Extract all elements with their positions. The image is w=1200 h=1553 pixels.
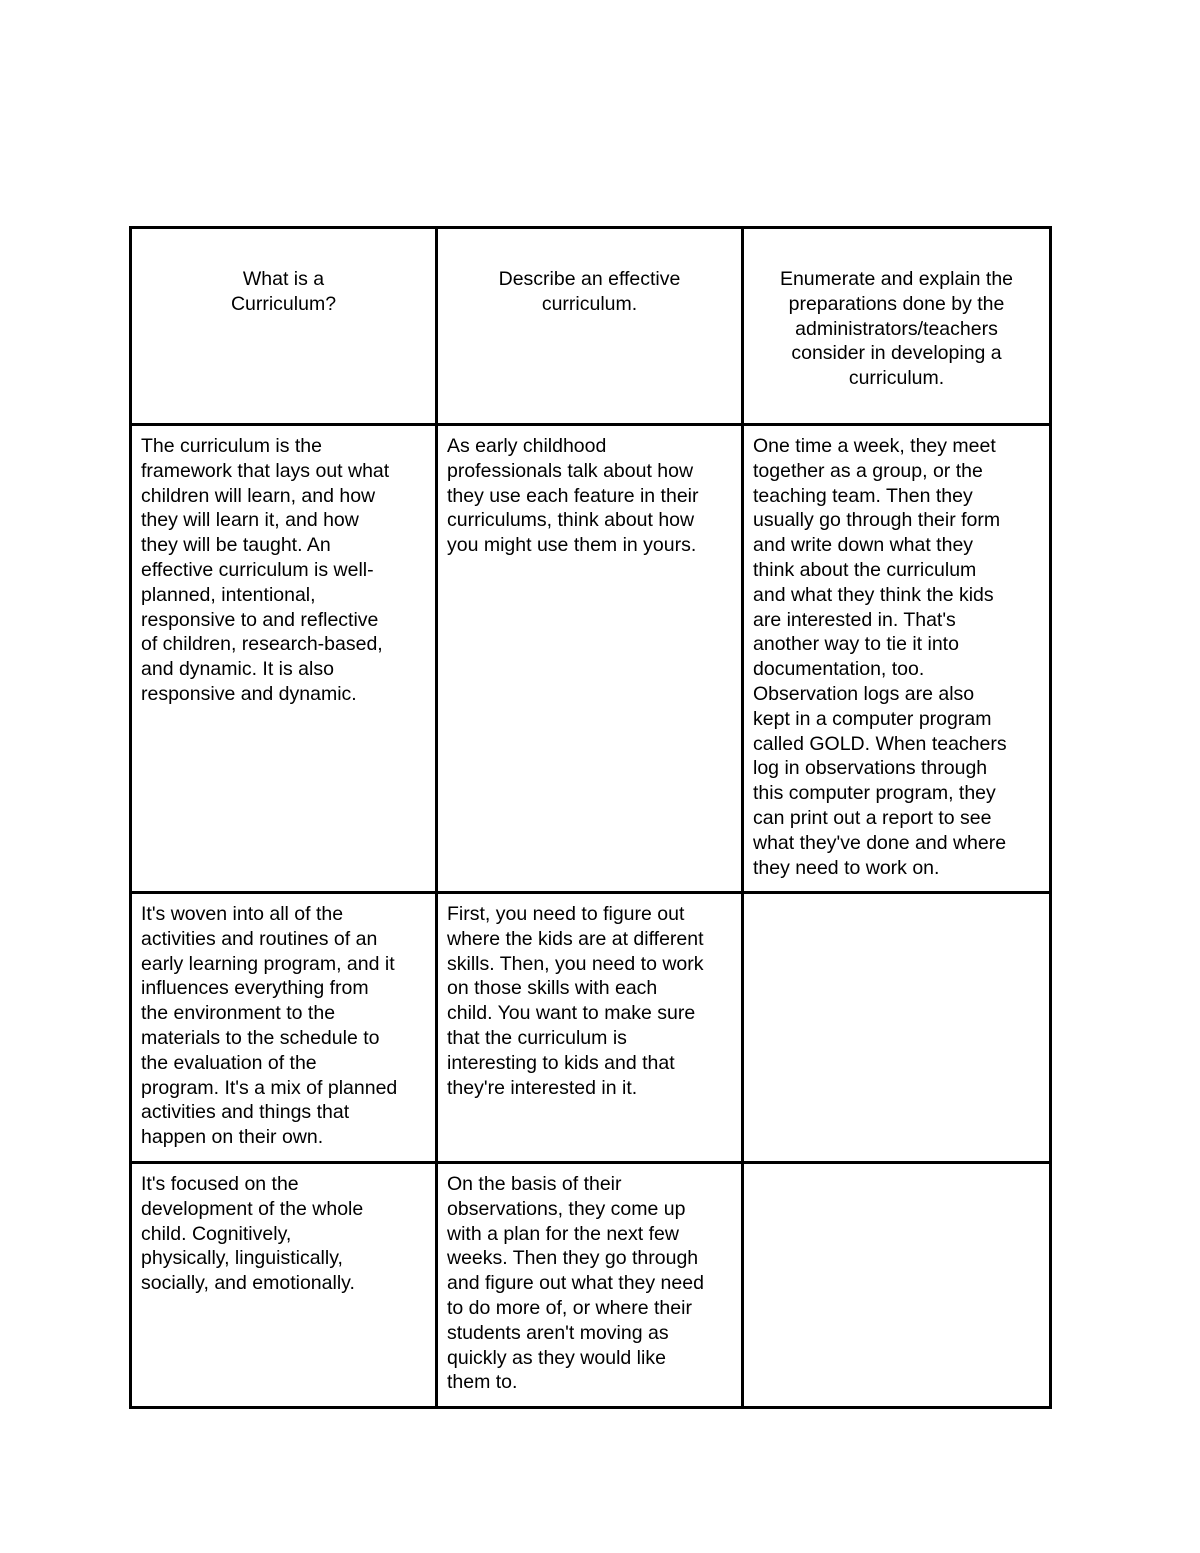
table-cell bbox=[743, 425, 1051, 893]
header-text: Describe an effective curriculum. bbox=[498, 268, 681, 315]
cell-text: As early childhood professionals talk about how they use each feature in their curriculums, think about how you might use them in yours. bbox=[447, 435, 699, 557]
header-text: Enumerate and explain the preparations done by the administrators/teachers consider in developing a curriculum. bbox=[779, 268, 1014, 390]
table-row bbox=[131, 893, 1051, 1163]
cell-text: First, you need to figure out where the kids are at different skills. Then, you need to work on those skills with each child. You want to make sure that the curriculum is interesting to kids and that they're interested in it. bbox=[447, 903, 704, 1099]
cell-text: The curriculum is the framework that lays out what children will learn, and how they will learn it, and how they will be taught. An effective curriculum is well- planned, intentional, responsive to and reflective of children, research-based, and dynamic. It is also responsive and dynamic. bbox=[141, 435, 390, 705]
table-row bbox=[131, 1163, 1051, 1408]
cell-text: It's focused on the development of the whole child. Cognitively, physically, linguistically, socially, and emotionally. bbox=[141, 1173, 364, 1295]
header-cell-preparations bbox=[743, 228, 1051, 425]
cell-text: On the basis of their observations, they come up with a plan for the next few weeks. Then they go through and figure out what they need to do more of, or where their students aren't moving as quickly as they would like them to. bbox=[447, 1173, 704, 1394]
cell-text: One time a week, they meet together as a group, or the teaching team. Then they usually go through their form and write down what they think about the curriculum and what they think the kids are interested in. That's another way to tie it into documentation, too. Observation logs are also kept in a computer program called GOLD. When teachers log in observations through this computer program, they can print out a report to see what they've done and where they need to work on. bbox=[753, 435, 1007, 879]
table-row bbox=[131, 425, 1051, 893]
curriculum-table bbox=[129, 226, 1052, 1409]
table-cell bbox=[131, 893, 437, 1163]
header-text: What is a Curriculum? bbox=[230, 268, 337, 315]
table-header-row bbox=[131, 228, 1051, 425]
table-cell-empty bbox=[743, 893, 1051, 1163]
table-cell bbox=[131, 1163, 437, 1408]
table-cell bbox=[131, 425, 437, 893]
header-cell-effective-curriculum bbox=[437, 228, 743, 425]
table-cell bbox=[437, 425, 743, 893]
table-cell-empty bbox=[743, 1163, 1051, 1408]
table-cell bbox=[437, 1163, 743, 1408]
header-cell-curriculum-definition bbox=[131, 228, 437, 425]
cell-text: It's woven into all of the activities and routines of an early learning program, and it influences everything from the environment to the materials to the schedule to the evaluation of the program. It's a mix of planned activities and things that happen on their own. bbox=[141, 903, 398, 1149]
table-cell bbox=[437, 893, 743, 1163]
